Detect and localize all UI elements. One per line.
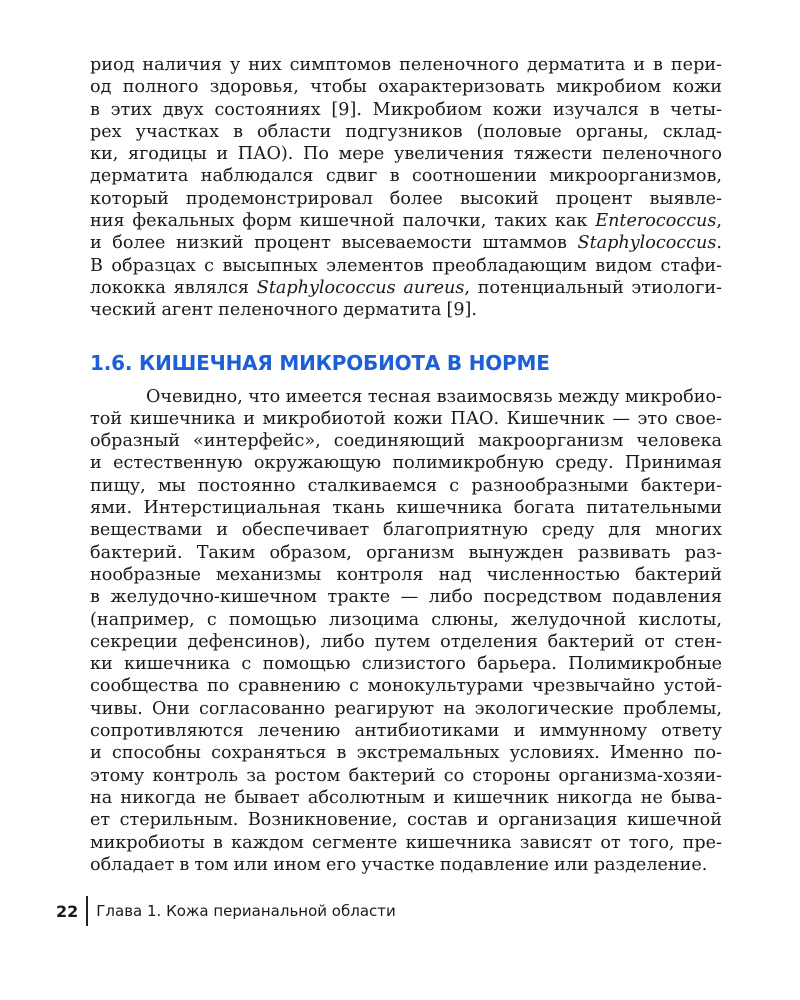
text-line: чивы. Они согласованно реагируют на экологические проблемы, [90, 698, 722, 719]
species-name: Staphylococcus aureus [256, 277, 465, 298]
text-line: секреции дефенсинов), либо путем отделения бактерий от стен- [90, 631, 722, 652]
footer-divider [86, 896, 88, 926]
text-line: бактерий. Таким образом, организм вынужден развивать раз- [90, 542, 722, 563]
text-line: ями. Интерстициальная ткань кишечника богата питательными [90, 498, 722, 519]
page-number: 22 [56, 901, 79, 921]
running-title: Глава 1. Кожа перианальной области [96, 902, 396, 920]
text-line: на никогда не бывает абсолютным и кишечник никогда не быва- [90, 787, 722, 808]
text-fragment: ния фекальных форм кишечной палочки, таких как [90, 211, 596, 232]
text-line: сообщества по сравнению с монокультурами чрезвычайно устой- [90, 676, 722, 697]
text-line: той кишечника и микробиотой кожи ПАО. Кишечник — это свое- [90, 408, 722, 429]
text-line: в этих двух состояниях [9]. Микробиом кожи изучался в четы- [90, 99, 722, 120]
text-line: который продемонстрировал более высокий процент выявле- [90, 188, 722, 209]
text-fragment: лококка являлся [90, 277, 257, 298]
text-line: ки, ягодицы и ПАО). По мере увеличения тяжести пеленочного [90, 144, 722, 165]
text-line: и естественную окружающую полимикробную среду. Принимая [90, 453, 722, 474]
text-line: в желудочно-кишечном тракте — либо посредством подавления [90, 587, 722, 608]
paragraph-1 [90, 54, 722, 322]
text-line: дерматита наблюдался сдвиг в соотношении микроорганизмов, [90, 166, 722, 187]
text-line: этому контроль за ростом бактерий со стороны организма-хозяи- [90, 765, 722, 786]
text-line: (например, с помощью лизоцима слюны, желудочной кислоты, [90, 609, 722, 630]
text-line [90, 277, 722, 299]
text-line: од полного здоровья, чтобы охарактеризовать микробиом кожи [90, 77, 722, 98]
text-line [90, 210, 722, 232]
text-fragment: и более низкий процент высеваемости штаммов [90, 233, 578, 254]
page-footer [56, 896, 396, 926]
text-line: Очевидно, что имеется тесная взаимосвязь между микробио- [146, 386, 722, 407]
text-line: риод наличия у них симптомов пеленочного дерматита и в пери- [90, 55, 722, 75]
text-fragment: , потенциальный этиологи- [464, 277, 722, 298]
text-fragment: . [716, 233, 722, 254]
page-content [90, 54, 722, 876]
text-line: и способны сохраняться в экстремальных условиях. Именно по- [90, 743, 722, 764]
text-line: ческий агент пеленочного дерматита [9]. [90, 300, 477, 321]
text-line: сопротивляются лечению антибиотиками и иммунному ответу [90, 721, 722, 742]
text-line: веществами и обеспечивает благоприятную среду для многих [90, 520, 722, 541]
text-line: В образцах с высыпных элементов преобладающим видом стафи- [90, 255, 722, 276]
text-line: образный «интерфейс», соединяющий макроорганизм человека [90, 431, 722, 452]
text-line: микробиоты в каждом сегменте кишечника зависят от того, пре- [90, 832, 722, 853]
paragraph-2 [90, 386, 722, 877]
section-heading: 1.6. КИШЕЧНАЯ МИКРОБИОТА В НОРМЕ [90, 350, 550, 375]
text-line: пищу, мы постоянно сталкиваемся с разнообразными бактери- [90, 475, 722, 496]
species-name: Staphylococcus [577, 233, 717, 254]
text-line: ки кишечника с помощью слизистого барьера. Полимикробные [90, 654, 722, 675]
text-line: рех участках в области подгузников (половые органы, склад- [90, 121, 722, 142]
text-line [90, 232, 722, 254]
text-line: нообразные механизмы контроля над численностью бактерий [90, 564, 722, 585]
text-line: обладает в том или ином его участке подавление или разделение. [90, 854, 708, 875]
species-name: Enterococcus [595, 211, 717, 232]
text-fragment: , [716, 211, 722, 232]
text-line: ет стерильным. Возникновение, состав и организация кишечной [90, 810, 722, 831]
